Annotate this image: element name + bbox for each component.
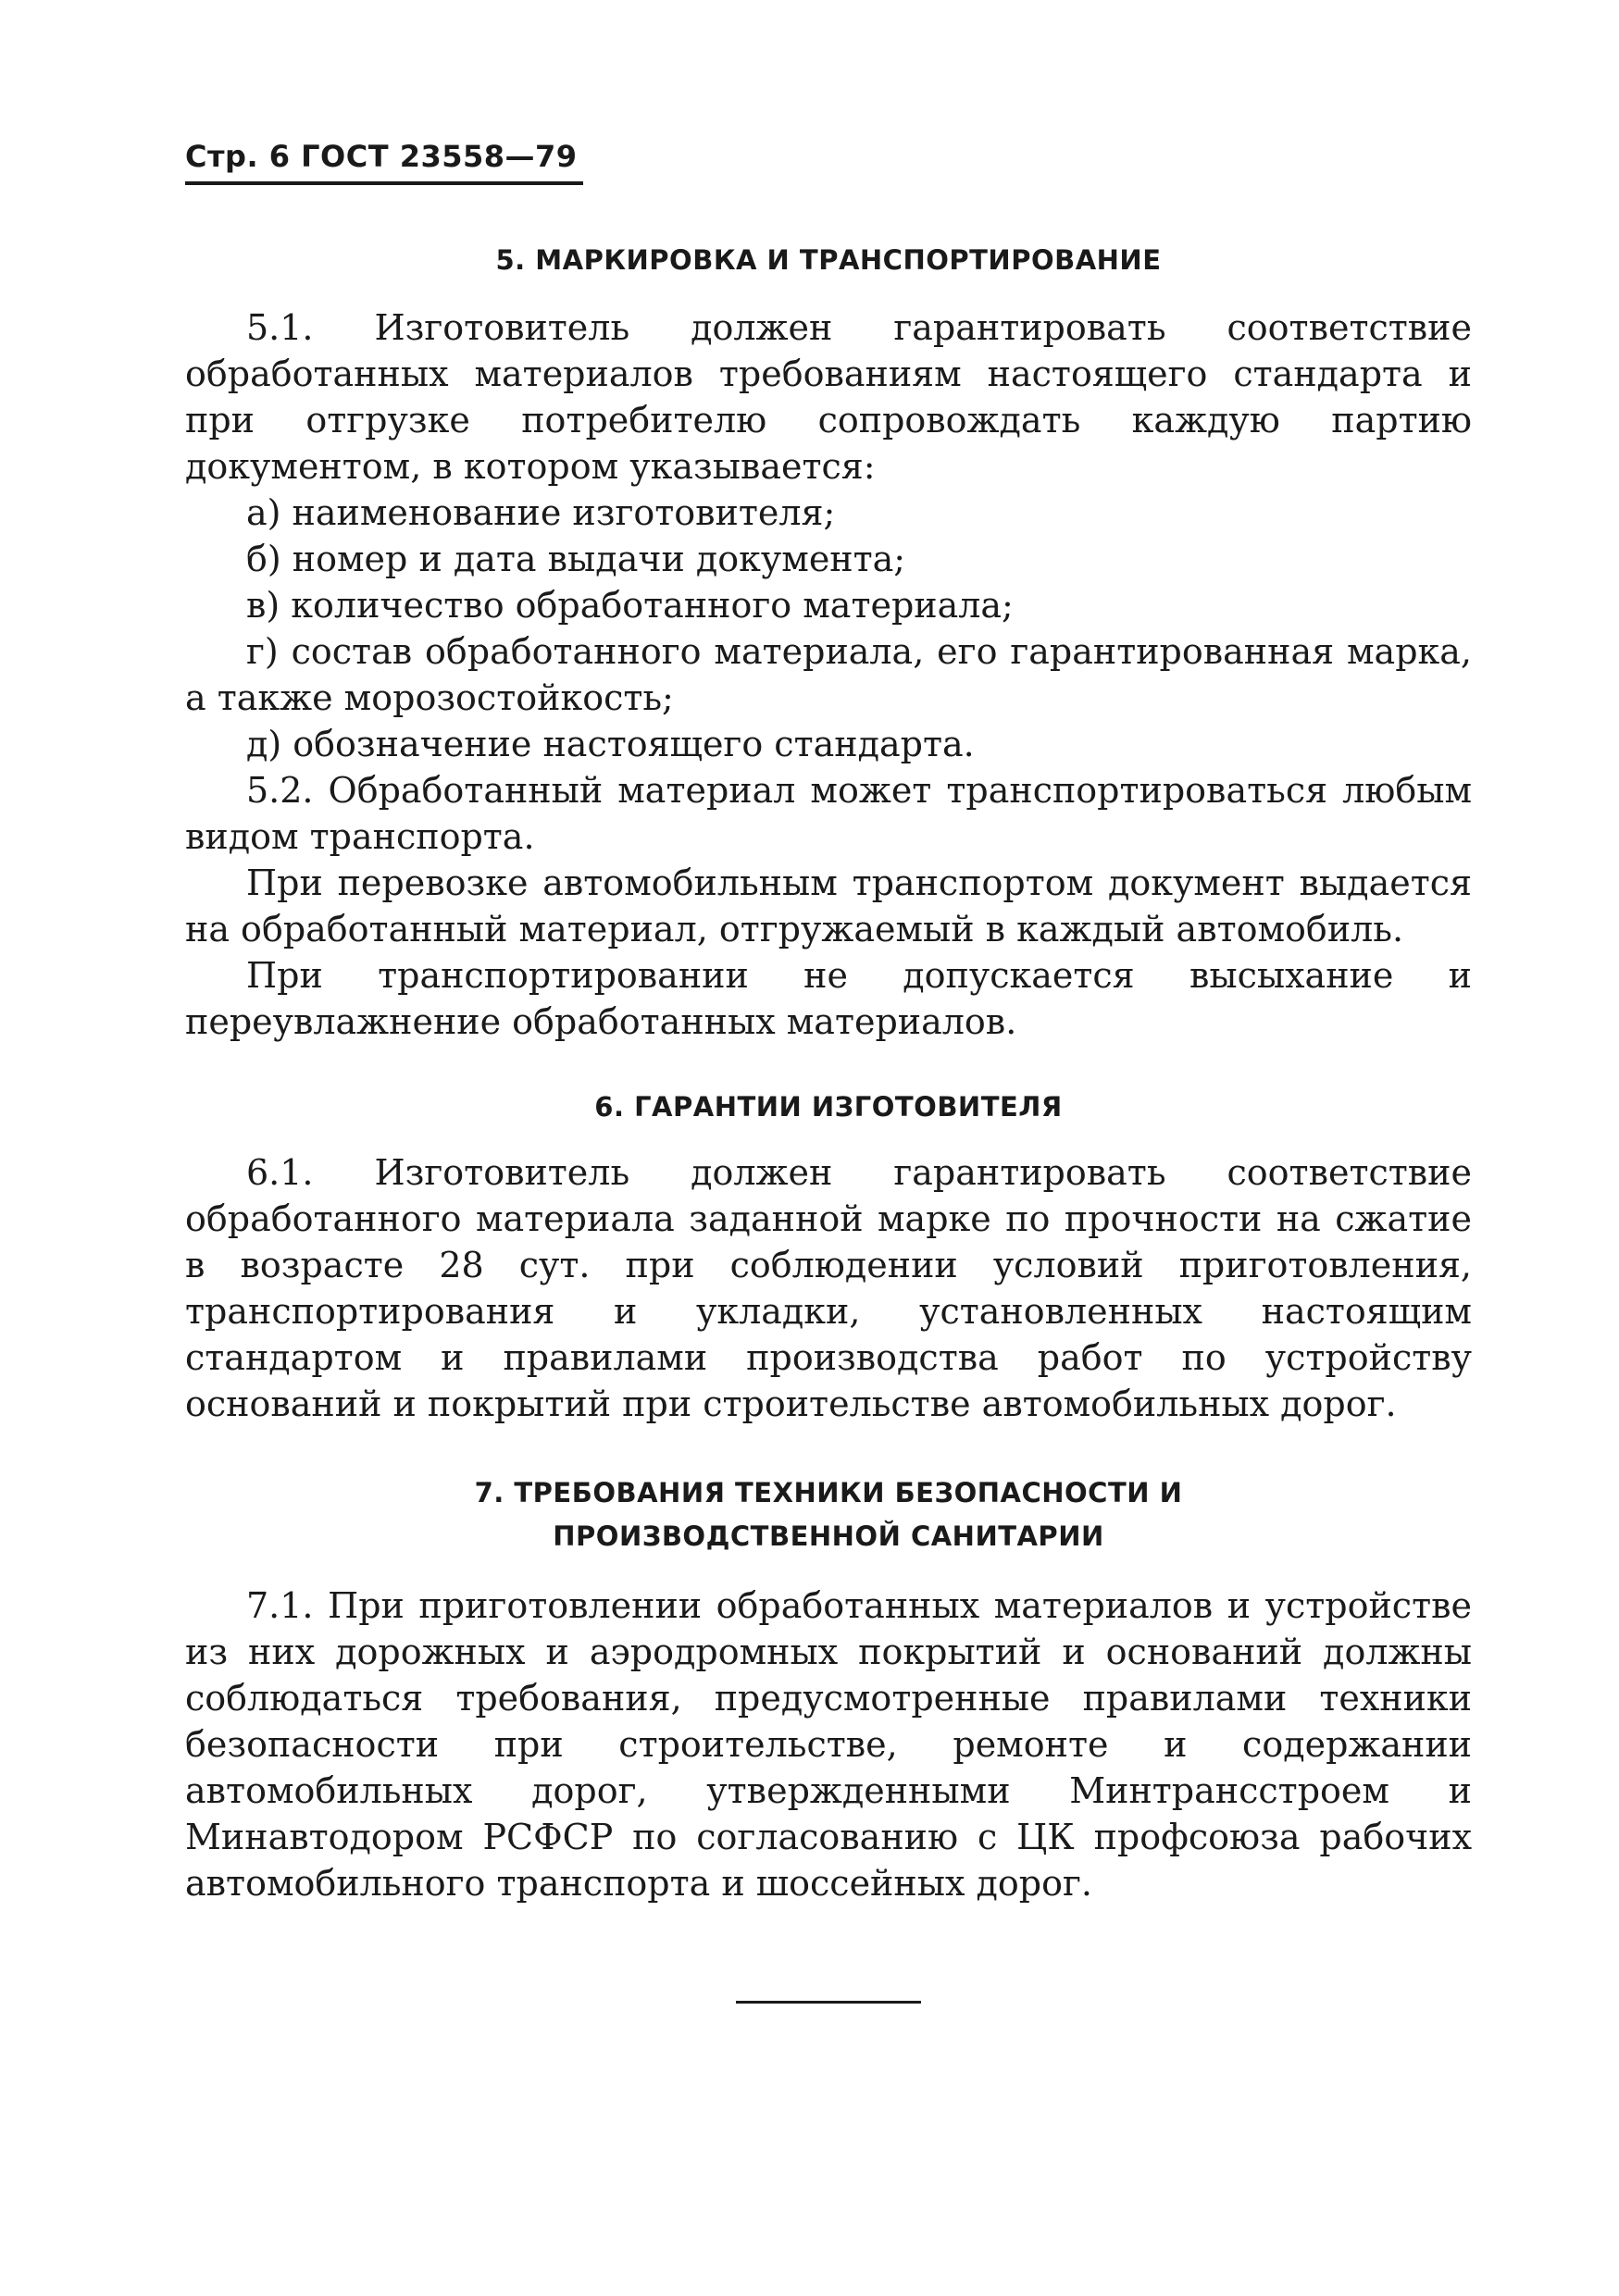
section-5-heading: 5. МАРКИРОВКА И ТРАНСПОРТИРОВАНИЕ [495, 244, 1162, 276]
list-item-v: в) количество обработанного материала; [246, 585, 1014, 626]
end-rule-container [185, 1990, 1472, 2007]
section-5 [185, 239, 1472, 1045]
clause-5-2-paragraph-2: При перевозке автомобильным транспортом документ выдается на обработанный материал, отгружаемый в каждый автомобиль. [185, 863, 1472, 949]
list-item-a: а) наименование изготовителя; [246, 492, 836, 533]
section-6-heading: 6. ГАРАНТИИ ИЗГОТОВИТЕЛЯ [594, 1091, 1063, 1123]
list-item-b: б) номер и дата выдачи документа; [246, 539, 906, 579]
clause-5-2: 5.2. Обработанный материал может транспортироваться любым видом транспорта. [185, 770, 1472, 857]
list-item-g: г) состав обработанного материала, его гарантированная марка, а также морозостойкость; [185, 631, 1472, 718]
document-page [185, 139, 1472, 2007]
section-7-heading [185, 1471, 1472, 1558]
section-7-heading-line-2: ПРОИЗВОДСТВЕННОЙ САНИТАРИИ [553, 1520, 1104, 1552]
section-7-heading-line-1: 7. ТРЕБОВАНИЯ ТЕХНИКИ БЕЗОПАСНОСТИ И [474, 1477, 1183, 1508]
list-item-d: д) обозначение настоящего стандарта. [246, 724, 975, 764]
section-7 [185, 1471, 1472, 1906]
clause-6-1: 6.1. Изготовитель должен гарантировать соответствие обработанного материала заданной марке по прочности на сжатие в возрасте 28 сут. при соблюдении условий приготовления, транспортирования и укладки, установленных настоящим стандартом и правилами производства работ по устройству оснований и покрытий при строительстве автомобильных дорог. [185, 1152, 1472, 1424]
clause-7-1: 7.1. При приготовлении обработанных материалов и устройстве из них дорожных и аэродромных покрытий и оснований должны соблюдаться требования, предусмотренные правилами техники безопасности при строительстве, ремонте и содержании автомобильных дорог, утвержденными Минтрансстроем и Минавтодором РСФСР по согласованию с ЦК профсоюза рабочих автомобильного транспорта и шоссейных дорог. [185, 1585, 1472, 1904]
page-header: Стр. 6 ГОСТ 23558—79 [185, 139, 583, 185]
section-6 [185, 1086, 1472, 1427]
clause-5-1: 5.1. Изготовитель должен гарантировать соответствие обработанных материалов требованиям настоящего стандарта и при отгрузке потребителю сопровождать каждую партию документом, в котором указывается: [185, 307, 1472, 487]
end-of-text-rule [736, 2001, 921, 2004]
clause-5-2-paragraph-3: При транспортировании не допускается высыхание и переувлажнение обработанных материалов. [185, 955, 1472, 1042]
